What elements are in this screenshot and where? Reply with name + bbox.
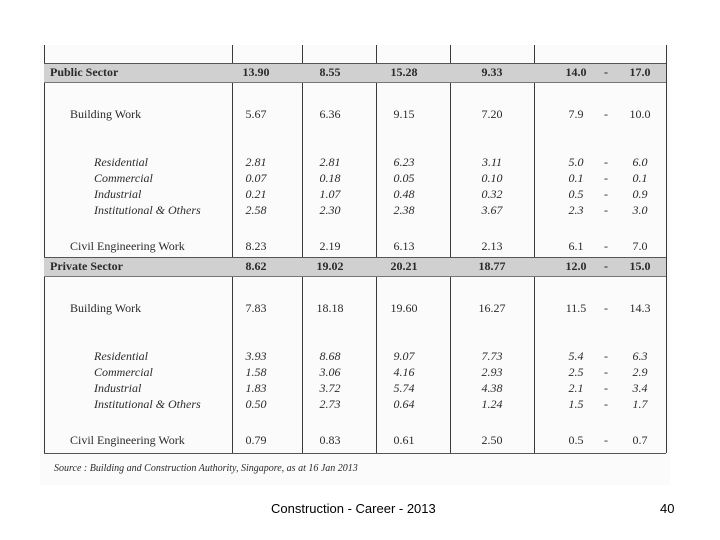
table-cell: 0.48 (393, 187, 415, 201)
table-cell: 0.61 (393, 433, 415, 447)
section-total-cell: 19.02 (316, 259, 344, 273)
section-total-cell: 15.28 (390, 65, 418, 79)
table-cell: 2.1 (568, 381, 584, 395)
section-total-cell: 9.33 (481, 65, 503, 79)
table-cell: 5.4 (568, 349, 584, 363)
table-cell: 1.5 (568, 397, 584, 411)
table-cell: 0.10 (481, 171, 503, 185)
table-cell: 0.9 (632, 187, 648, 201)
section-total-cell: - (604, 65, 608, 79)
table-cell: 2.19 (319, 239, 341, 253)
section-header-label: Private Sector (50, 259, 123, 273)
table-cell: - (604, 203, 608, 217)
section-total-cell: 8.55 (319, 65, 341, 79)
table-cell: 1.58 (245, 365, 267, 379)
table-cell: 6.23 (393, 155, 415, 169)
table-cell: 2.58 (245, 203, 267, 217)
table-cell: 5.0 (568, 155, 584, 169)
table-cell: 1.83 (245, 381, 267, 395)
table-cell: 0.05 (393, 171, 415, 185)
table-cell: 7.83 (245, 301, 267, 315)
table-cell: - (604, 433, 608, 447)
table-cell: 7.73 (481, 349, 503, 363)
section-total-cell: 13.90 (242, 65, 270, 79)
table-cell: 2.73 (319, 397, 341, 411)
row-label: Industrial (94, 187, 142, 201)
section-total-cell: 20.21 (390, 259, 418, 273)
section-total-cell: 14.0 (565, 65, 587, 79)
table-cell: 6.0 (632, 155, 648, 169)
table-cell: 4.38 (481, 381, 503, 395)
row-label: Building Work (70, 301, 142, 315)
table-cell: 5.67 (245, 107, 267, 121)
footer-title: Construction - Career - 2013 (271, 501, 436, 516)
table-cell: 3.0 (632, 203, 648, 217)
row-label: Civil Engineering Work (70, 239, 185, 253)
table-cell: 2.93 (481, 365, 503, 379)
table-cell: 0.5 (568, 187, 584, 201)
table-cell: 19.60 (390, 301, 418, 315)
table-cell: - (604, 107, 608, 121)
table-cell: 1.7 (632, 397, 648, 411)
table-cell: 7.20 (481, 107, 503, 121)
row-label: Commercial (94, 171, 153, 185)
table-cell: 18.18 (316, 301, 344, 315)
table-cell: 0.50 (245, 397, 267, 411)
table-cell: 6.1 (568, 239, 584, 253)
table-bottom-rule (44, 453, 666, 454)
table-cell: 2.38 (393, 203, 415, 217)
table-cell: - (604, 155, 608, 169)
table-cell: 0.7 (632, 433, 648, 447)
table-cell: 3.06 (319, 365, 341, 379)
table-cell: 4.16 (393, 365, 415, 379)
table-cell: - (604, 301, 608, 315)
table-cell: 9.15 (393, 107, 415, 121)
row-label: Industrial (94, 381, 142, 395)
table-cell: 1.24 (481, 397, 503, 411)
table-cell: 7.0 (632, 239, 648, 253)
row-label: Institutional & Others (94, 397, 201, 411)
table-cell: 10.0 (629, 107, 651, 121)
row-label: Residential (94, 155, 148, 169)
page-number: 40 (660, 501, 675, 516)
table-cell: 0.32 (481, 187, 503, 201)
table-cell: 0.5 (568, 433, 584, 447)
table-cell: 3.67 (481, 203, 503, 217)
table-cell: - (604, 365, 608, 379)
section-total-cell: - (604, 259, 608, 273)
table-cell: 11.5 (565, 301, 587, 315)
row-label: Building Work (70, 107, 142, 121)
section-total-cell: 8.62 (245, 259, 267, 273)
table-cell: - (604, 397, 608, 411)
table-cell: 9.07 (393, 349, 415, 363)
table-cell: 0.83 (319, 433, 341, 447)
table-cell: 3.4 (632, 381, 648, 395)
table-cell: 0.79 (245, 433, 267, 447)
table-cell: - (604, 239, 608, 253)
table-cell: 2.50 (481, 433, 503, 447)
scanned-table (40, 45, 670, 485)
table-cell: 0.07 (245, 171, 267, 185)
table-cell: 2.30 (319, 203, 341, 217)
table-cell: - (604, 187, 608, 201)
table-cell: 7.9 (568, 107, 584, 121)
table-cell: - (604, 171, 608, 185)
table-cell: 3.11 (481, 155, 503, 169)
table-cell: 0.1 (568, 171, 584, 185)
section-total-cell: 15.0 (629, 259, 651, 273)
table-cell: 8.23 (245, 239, 267, 253)
column-divider (44, 45, 45, 453)
table-cell: 2.81 (245, 155, 267, 169)
table-cell: 2.3 (568, 203, 584, 217)
table-cell: 0.21 (245, 187, 267, 201)
table-cell: 3.72 (319, 381, 341, 395)
row-label: Civil Engineering Work (70, 433, 185, 447)
table-cell: 8.68 (319, 349, 341, 363)
section-header-label: Public Sector (50, 65, 119, 79)
column-divider (534, 45, 535, 453)
table-cell: 2.81 (319, 155, 341, 169)
row-label: Institutional & Others (94, 203, 201, 217)
column-divider (450, 45, 451, 453)
table-cell: 6.13 (393, 239, 415, 253)
section-total-cell: 12.0 (565, 259, 587, 273)
table-cell: - (604, 349, 608, 363)
table-cell: 16.27 (478, 301, 506, 315)
section-total-cell: 17.0 (629, 65, 651, 79)
table-cell: 5.74 (393, 381, 415, 395)
section-total-cell: 18.77 (478, 259, 506, 273)
table-cell: - (604, 381, 608, 395)
table-cell: 2.9 (632, 365, 648, 379)
table-cell: 0.18 (319, 171, 341, 185)
table-cell: 6.3 (632, 349, 648, 363)
source-note: Source : Building and Construction Authority, Singapore, as at 16 Jan 2013 (54, 463, 358, 474)
row-label: Residential (94, 349, 148, 363)
table-cell: 2.5 (568, 365, 584, 379)
table-cell: 1.07 (319, 187, 341, 201)
table-cell: 6.36 (319, 107, 341, 121)
table-cell: 2.13 (481, 239, 503, 253)
table-cell: 0.1 (632, 171, 648, 185)
table-cell: 3.93 (245, 349, 267, 363)
row-label: Commercial (94, 365, 153, 379)
table-cell: 14.3 (629, 301, 651, 315)
table-cell: 0.64 (393, 397, 415, 411)
